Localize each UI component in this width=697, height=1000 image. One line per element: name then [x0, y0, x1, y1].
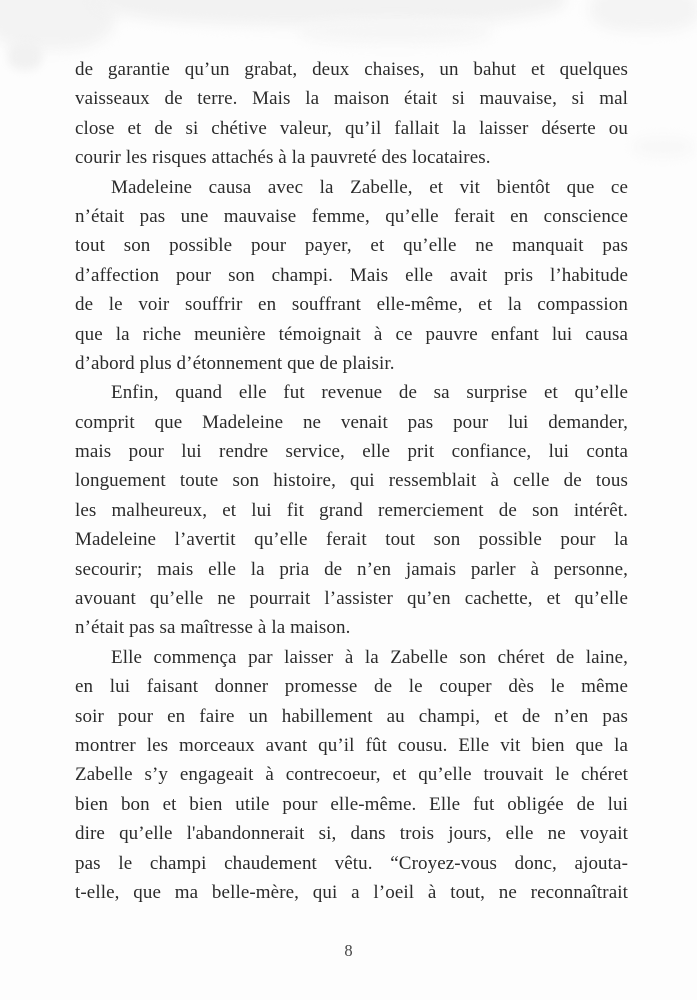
text-line: tout son possible pour payer, et qu’elle ne manquait pas: [75, 235, 628, 257]
text-line: mais pour lui rendre service, elle prit confiance, lui conta: [75, 441, 628, 463]
text-line: Enfin, quand elle fut revenue de sa surprise et qu’elle: [111, 382, 628, 404]
text-line: Madeleine l’avertit qu’elle ferait tout son possible pour la: [75, 529, 628, 551]
text-line: soir pour en faire un habillement au champi, et de n’en pas: [75, 705, 628, 727]
scan-artifact: [95, 0, 565, 26]
text-line: Elle commença par laisser à la Zabelle son chéret de laine,: [111, 646, 628, 668]
text-line: d’abord plus d’étonnement que de plaisir.: [75, 352, 395, 374]
text-line: en lui faisant donner promesse de le couper dès le même: [75, 676, 628, 698]
page-number: 8: [344, 941, 353, 960]
text-line: n’était pas une mauvaise femme, qu’elle ferait en conscience: [75, 205, 628, 227]
text-line: de garantie qu’un grabat, deux chaises, un bahut et quelques: [75, 59, 628, 80]
scan-artifact: [633, 136, 693, 158]
text-line: secourir; mais elle la pria de n’en jamais parler à personne,: [75, 558, 628, 580]
text-line: comprit que Madeleine ne venait pas pour lui demander,: [75, 411, 628, 433]
text-line: d’affection pour son champi. Mais elle avait pris l’habitude: [75, 264, 628, 286]
scan-artifact: [300, 18, 490, 44]
text-line: que la riche meunière témoignait à ce pauvre enfant lui causa: [75, 323, 628, 345]
text-line: pas le champi chaudement vêtu. “Croyez-vous donc, ajouta-: [75, 852, 628, 874]
scan-artifact: [590, 0, 697, 32]
text-line: montrer les morceaux avant qu’il fût cousu. Elle vit bien que la: [75, 734, 628, 756]
text-line: n’était pas sa maîtresse à la maison.: [75, 617, 351, 639]
text-line: courir les risques attachés à la pauvreté des locataires.: [75, 147, 491, 169]
text-line: de le voir souffrir en souffrant elle-même, et la compassion: [75, 294, 628, 316]
text-line: close et de si chétive valeur, qu’il fallait la laisser déserte ou: [75, 117, 628, 139]
text-line: bien bon et bien utile pour elle-même. Elle fut obligée de lui: [75, 793, 628, 815]
text-line: vaisseaux de terre. Mais la maison était si mauvaise, si mal: [75, 88, 628, 110]
scan-artifact: [8, 42, 42, 70]
text-line: Zabelle s’y engageait à contrecoeur, et qu’elle trouvait le chéret: [75, 764, 628, 786]
text-line: dire qu’elle l'abandonnerait si, dans trois jours, elle ne voyait: [75, 823, 628, 845]
text-line: Madeleine causa avec la Zabelle, et vit bientôt que ce: [111, 176, 628, 198]
text-line: les malheureux, et lui fit grand remerciement de son intérêt.: [75, 499, 628, 521]
page-text-block: [75, 55, 628, 907]
scan-artifact: [0, 0, 115, 50]
text-line: longuement toute son histoire, qui ressemblait à celle de tous: [75, 470, 628, 492]
text-line: t-elle, que ma belle-mère, qui a l’oeil à tout, ne reconnaîtrait: [75, 881, 628, 903]
text-line: avouant qu’elle ne pourrait l’assister qu’en cachette, et qu’elle: [75, 588, 628, 610]
